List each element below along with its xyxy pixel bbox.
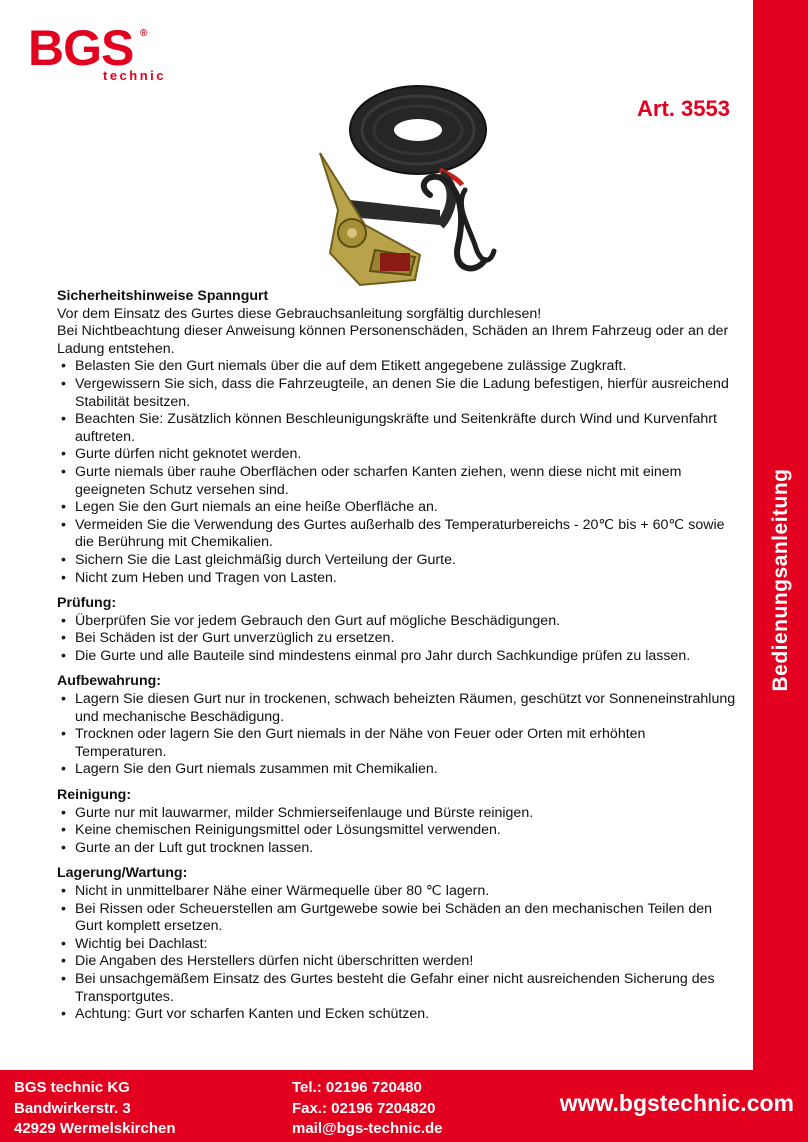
- list-item: [57, 648, 737, 666]
- footer-contact: [292, 1078, 443, 1140]
- list-item-text: Bei unsachgemäßem Einsatz des Gurtes besteht die Gefahr einer nicht ausreichenden Sicherung des Transportgutes.: [75, 970, 715, 1005]
- section-heading: Reinigung:: [57, 787, 132, 804]
- company-street: Bandwirkerstr. 3: [14, 1099, 131, 1117]
- list-item: [57, 971, 737, 1006]
- website-link[interactable]: www.bgstechnic.com: [559, 1090, 794, 1116]
- company-city: 42929 Wermelskirchen: [14, 1120, 176, 1137]
- bullet-icon: •: [61, 726, 66, 743]
- list-item-text: Wichtig bei Dachlast:: [75, 935, 208, 952]
- list-item: [57, 840, 737, 858]
- bullet-icon: •: [61, 822, 66, 839]
- list-item-text: Keine chemischen Reinigungsmittel oder Lösungsmittel verwenden.: [75, 822, 501, 839]
- bgs-technic-logo: [28, 20, 167, 86]
- list-item: [57, 822, 737, 840]
- section-heading: Lagerung/Wartung:: [57, 865, 188, 882]
- bullet-icon: •: [61, 953, 66, 970]
- article-number: Art. 3553: [637, 96, 730, 121]
- list-item: [57, 726, 737, 761]
- list-item-text: Nicht in unmittelbarer Nähe einer Wärmequelle über 80 ℃ lagern.: [75, 883, 490, 899]
- list-item: [57, 411, 737, 446]
- list-item-text: Nicht zum Heben und Tragen von Lasten.: [75, 569, 337, 586]
- section-pruefung: [57, 595, 737, 665]
- phone-number: Tel.: 02196 720480: [292, 1079, 422, 1096]
- list-item: [57, 358, 737, 376]
- section-aufbewahrung: [57, 673, 737, 779]
- side-band: [753, 0, 808, 1070]
- section-bullet-list: [57, 805, 737, 858]
- list-item: [57, 691, 737, 726]
- fax-number: Fax.: 02196 7204820: [292, 1099, 436, 1117]
- bullet-icon: •: [61, 761, 66, 778]
- list-item-text: Gurte nur mit lauwarmer, milder Schmierseifenlauge und Bürste reinigen.: [75, 804, 534, 821]
- list-item: [57, 630, 737, 648]
- bullet-icon: •: [61, 804, 66, 821]
- list-item-text: Vermeiden Sie die Verwendung des Gurtes außerhalb des Temperaturbereichs - 20℃ bis + 60℃ sowie die Berührung mit Chemikalien.: [75, 516, 725, 551]
- side-label: Bedienungsanleitung: [768, 468, 792, 692]
- list-item-text: Bei Schäden ist der Gurt unverzüglich zu ersetzen.: [75, 630, 395, 647]
- section-bullet-list: [57, 691, 737, 779]
- list-item-text: Sichern Sie die Last gleichmäßig durch Verteilung der Gurte.: [75, 551, 456, 568]
- section-bullet-list: [57, 613, 737, 666]
- intro-bullet-list: [57, 358, 737, 587]
- list-item-text: Die Angaben des Herstellers dürfen nicht überschritten werden!: [75, 953, 474, 970]
- list-item: [57, 464, 737, 499]
- section-lagerung-wartung: [57, 865, 737, 1023]
- list-item: [57, 446, 737, 464]
- list-item: [57, 376, 737, 411]
- list-item-text: Die Gurte und alle Bauteile sind mindestens einmal pro Jahr durch Sachkundige prüfen zu lassen.: [75, 647, 691, 664]
- list-item-text: Bei Rissen oder Scheuerstellen am Gurtgewebe sowie bei Schäden an den mechanischen Teilen den Gurt komplett ersetzen.: [75, 900, 712, 935]
- logo-registered-mark: ®: [140, 28, 148, 39]
- list-item: [57, 517, 737, 552]
- bullet-icon: •: [61, 935, 66, 952]
- list-item-text: Lagern Sie den Gurt niemals zusammen mit Chemikalien.: [75, 761, 438, 778]
- bullet-icon: •: [61, 900, 66, 917]
- list-item-text: Belasten Sie den Gurt niemals über die auf dem Etikett angegebene zulässige Zugkraft.: [75, 358, 627, 375]
- bullet-icon: •: [61, 1006, 66, 1023]
- intro-line: Vor dem Einsatz des Gurtes diese Gebrauchsanleitung sorgfältig durchlesen!: [57, 305, 542, 322]
- section-bullet-list: [57, 883, 737, 1024]
- safety-instructions: [57, 288, 737, 1024]
- bullet-icon: •: [61, 446, 66, 463]
- bullet-icon: •: [61, 358, 66, 375]
- list-item: [57, 499, 737, 517]
- email-link[interactable]: mail@bgs-technic.de: [292, 1120, 443, 1137]
- list-item-text: Lagern Sie diesen Gurt nur in trockenen, schwach beheizten Räumen, geschützt vor Sonneneinstrahlung und mechanische Beschädigung.: [75, 691, 736, 725]
- bullet-icon: •: [61, 630, 66, 647]
- list-item-text: Gurte an der Luft gut trocknen lassen.: [75, 839, 314, 856]
- bullet-icon: •: [61, 612, 66, 629]
- bullet-icon: •: [61, 647, 66, 664]
- section-heading: Prüfung:: [57, 595, 117, 612]
- list-item: [57, 613, 737, 631]
- section-heading: Aufbewahrung:: [57, 673, 162, 690]
- logo-subtitle: technic: [103, 68, 167, 83]
- logo-letters: BGS: [28, 20, 134, 76]
- list-item: [57, 552, 737, 570]
- footer: [0, 1070, 808, 1142]
- list-item: [57, 805, 737, 823]
- bullet-icon: •: [61, 411, 66, 428]
- bullet-icon: •: [61, 691, 66, 708]
- bullet-icon: •: [61, 499, 66, 516]
- list-item-text: Überprüfen Sie vor jedem Gebrauch den Gurt auf mögliche Beschädigungen.: [75, 612, 561, 629]
- list-item-text: Beachten Sie: Zusätzlich können Beschleunigungskräfte und Seitenkräfte durch Wind und Kurvenfahrt auftreten.: [75, 411, 717, 445]
- bullet-icon: •: [61, 839, 66, 856]
- ratchet-strap-photo: [290, 75, 500, 290]
- bullet-icon: •: [61, 970, 66, 987]
- list-item: [57, 901, 737, 936]
- bullet-icon: •: [61, 883, 66, 899]
- list-item: [57, 570, 737, 588]
- list-item-text: Gurte niemals über rauhe Oberflächen oder scharfen Kanten ziehen, wenn diese nicht mit einem geeigneten Schutz versehen sind.: [75, 463, 682, 498]
- intro-line: Bei Nichtbeachtung dieser Anweisung können Personenschäden, Schäden an Ihrem Fahrzeug oder an der Ladung entstehen.: [57, 323, 729, 357]
- list-item: [57, 936, 737, 954]
- list-item: [57, 1006, 737, 1024]
- company-name: BGS technic KG: [14, 1079, 130, 1096]
- footer-company: [14, 1078, 176, 1140]
- list-item-text: Gurte dürfen nicht geknotet werden.: [75, 446, 302, 463]
- list-item-text: Vergewissern Sie sich, dass die Fahrzeugteile, an denen Sie die Ladung befestigen, hierfür ausreichend Stabilität besitzen.: [75, 375, 729, 410]
- list-item-text: Trocknen oder lagern Sie den Gurt niemals in der Nähe von Feuer oder Orten mit erhöhten Temperaturen.: [75, 726, 646, 760]
- bullet-icon: •: [61, 569, 66, 586]
- intro-heading: Sicherheitshinweise Spanngurt: [57, 288, 269, 304]
- bullet-icon: •: [61, 463, 66, 480]
- list-item-text: Achtung: Gurt vor scharfen Kanten und Ecken schützen.: [75, 1006, 430, 1023]
- list-item-text: Legen Sie den Gurt niemals an eine heiße Oberfläche an.: [75, 499, 438, 516]
- list-item: [57, 883, 737, 901]
- list-item: [57, 761, 737, 779]
- section-reinigung: [57, 787, 737, 857]
- bullet-icon: •: [61, 551, 66, 568]
- list-item: [57, 953, 737, 971]
- bullet-icon: •: [61, 375, 66, 392]
- bullet-icon: •: [61, 516, 66, 533]
